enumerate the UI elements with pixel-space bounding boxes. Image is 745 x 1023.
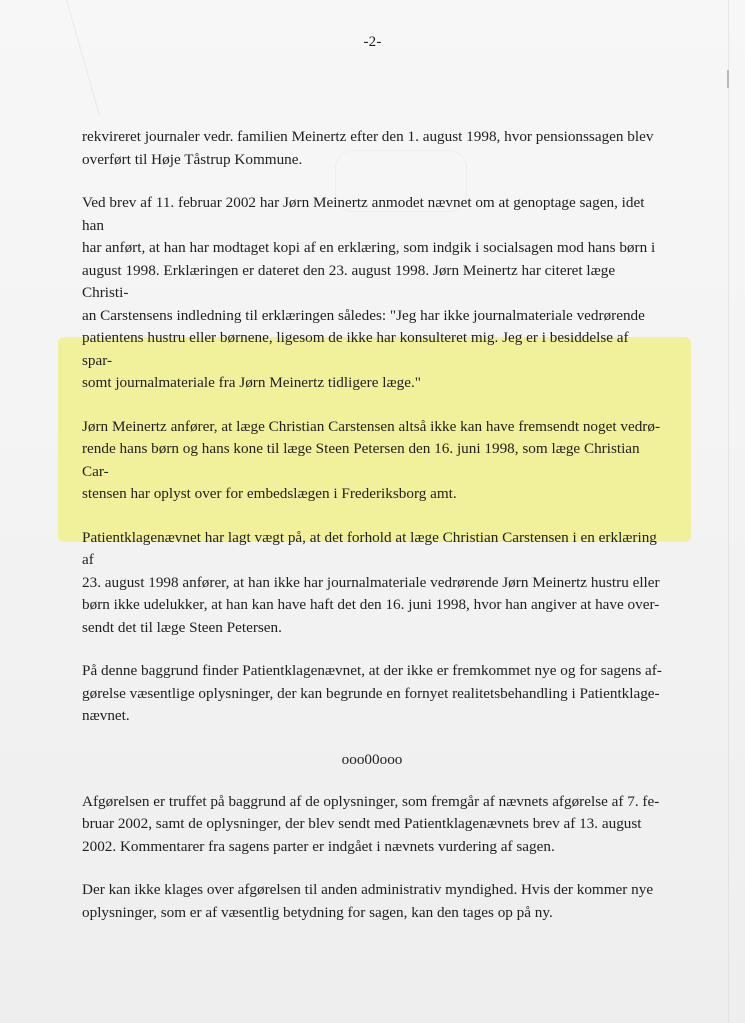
- paragraph-line: Afgørelsen er truffet på baggrund af de oplysninger, som fremgår af nævnets afgørelse af 7. fe-: [82, 792, 660, 810]
- paragraph-line: august 1998. Erklæringen er dateret den 23. august 1998. Jørn Meinertz har citeret læge Christi-: [82, 261, 616, 301]
- paragraph-line: an Carstensens indledning til erklæringen således: "Jeg har ikke journalmateriale vedrørende: [82, 306, 645, 324]
- separator-mark: ooo00ooo: [341, 750, 403, 768]
- page-number: -2-: [363, 34, 382, 50]
- margin-mark: [727, 70, 729, 88]
- paragraph-line: har anført, at han har modtaget kopi af en erklæring, som indgik i socialsagen mod hans børn i: [82, 239, 656, 256]
- paragraph-7: [82, 879, 662, 924]
- paragraph-line: overført til Høje Tåstrup Kommune.: [82, 150, 303, 168]
- paragraph-line: 2002. Kommentarer fra sagens parter er indgået i nævnets vurdering af sagen.: [82, 837, 555, 855]
- page-edge-right: [728, 0, 729, 1023]
- paragraph-line: Ved brev af 11. februar 2002 har Jørn Meinertz anmodet nævnet om at genoptage sagen, idet han: [82, 194, 645, 234]
- page-edge-left: [66, 0, 100, 115]
- paragraph-line: bruar 2002, samt de oplysninger, der blev sendt med Patientklagenævnets brev af 13. august: [82, 815, 642, 832]
- paragraph-line: Der kan ikke klages over afgørelsen til anden administrativ myndighed. Hvis der kommer nye: [82, 881, 654, 898]
- paragraph-6: [82, 791, 662, 859]
- paragraph-1: [82, 126, 662, 171]
- paragraph-line: rekvireret journaler vedr. familien Meinertz efter den 1. august 1998, hvor pensionssagen blev: [82, 128, 654, 145]
- paragraph-line: nævnet.: [82, 707, 130, 724]
- paragraph-line: oplysninger, som er af væsentlig betydning for sagen, kan den tages op på ny.: [82, 903, 553, 921]
- paragraph-line: 23. august 1998 anfører, at han ikke har journalmateriale vedrørende Jørn Meinertz hustru eller: [82, 573, 660, 591]
- paragraph-line: På denne baggrund finder Patientklagenævnet, at der ikke er fremkommet nye og for sagens af-: [82, 662, 662, 679]
- paragraph-line: sendt det til læge Steen Petersen.: [82, 618, 282, 636]
- document-content: [82, 126, 662, 945]
- paragraph-line: patientens hustru eller børnene, ligesom de ikke har konsulteret mig. Jeg er i besiddelse af spar-: [82, 329, 629, 369]
- paragraph-4: [82, 527, 662, 640]
- paragraph-line: gørelse væsentlige oplysninger, der kan begrunde en fornyet realitetsbehandling i Patientklage-: [82, 684, 660, 702]
- paragraph-line: børn ikke udelukker, at han kan have haft det den 16. juni 1998, hvor han angiver at have over-: [82, 596, 660, 613]
- paragraph-3: [82, 416, 662, 506]
- paragraph-line: Jørn Meinertz anfører, at læge Christian Carstensen altså ikke kan have fremsendt noget vedrø-: [82, 417, 661, 435]
- paragraph-line: Patientklagenævnet har lagt vægt på, at det forhold at læge Christian Carstensen i en erklæring af: [82, 528, 657, 568]
- paragraph-5: [82, 660, 662, 728]
- paragraph-2: [82, 192, 662, 395]
- paragraph-line: stensen har oplyst over for embedslægen i Frederiksborg amt.: [82, 485, 457, 502]
- paragraph-line: somt journalmateriale fra Jørn Meinertz tidligere læge.": [82, 374, 421, 391]
- paragraph-line: rende hans børn og hans kone til læge Steen Petersen den 16. juni 1998, som læge Christian Car-: [82, 440, 640, 480]
